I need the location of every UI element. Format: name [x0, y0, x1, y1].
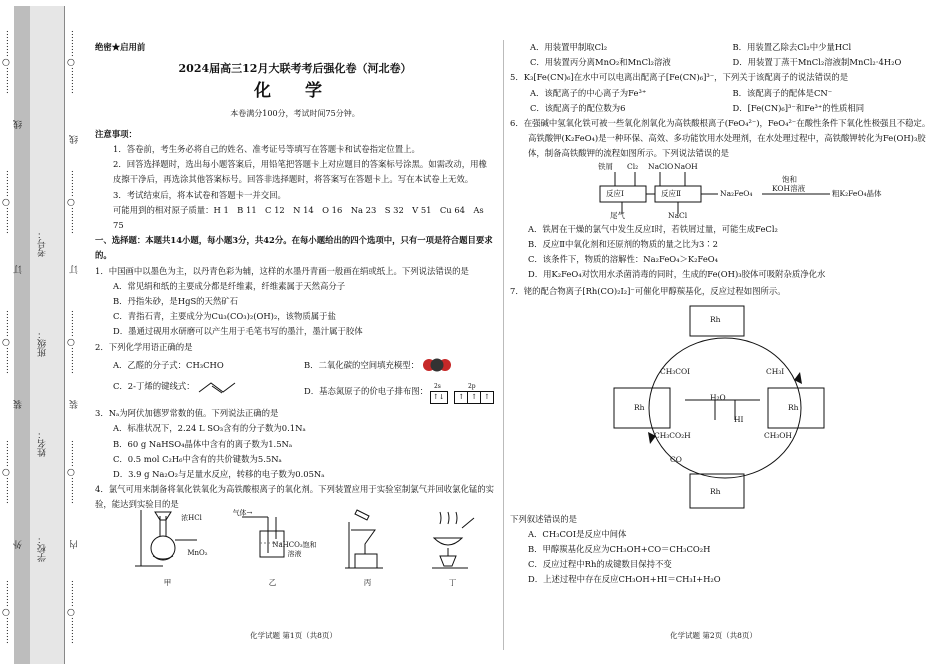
right-page — [510, 40, 935, 588]
option: A．铁屑在干燥的氯气中发生反应Ⅰ时，若铁屑过量，可能生成FeCl₂ — [528, 223, 778, 234]
option: C．0.5 mol C₂H₆中含有的共价键数为5.5Nₐ — [113, 453, 282, 464]
question-4: 4．氯气可用来制备将氧化铁氧化为高铁酸根离子的氧化剂。下列装置应用于实验室制氯气并回收氯化锰的实验，能达到实验目的是 — [95, 484, 494, 510]
binding-inner-marks: ………○……… — [66, 170, 76, 234]
notice-item: 3．考试结束后，将本试卷和答题卡一并交回。 — [113, 189, 286, 200]
exam-title: 2024届高三12月大联考考后强化卷（河北卷） — [178, 62, 412, 76]
question-1: 1．中国画中以墨色为主，以丹青色彩为辅，这样的水墨丹青画一般画在绢或纸上。下列说法错误的是 — [95, 265, 469, 276]
question-6-body: 高铁酸钾(K₂FeO₄)是一种环保、高效、多功能饮用水处理剂，在水处理过程中，高铁酸钾转化为Fe(OH)₃胶体，制备高铁酸钾的流程如图所示。下列说法错误的是 — [528, 133, 926, 159]
binding-field-class: 班级： — [38, 330, 48, 357]
score-line: 本卷满分100分，考试时间75分钟。 — [230, 108, 360, 118]
apparatus-figures — [95, 509, 495, 591]
flow-box-reaction-1: 反应Ⅰ — [606, 188, 624, 198]
cycle-label-co: CO — [670, 454, 682, 464]
notice-heading: 注意事项： — [95, 128, 137, 139]
binding-inner-label: 装 — [70, 400, 80, 409]
option: D．用装置丁蒸干MnCl₂溶液制MnCl₂·4H₂O — [732, 57, 902, 68]
process-flow — [510, 162, 935, 222]
option: D．墨通过砚用水研磨可以产生用于毛笔书写的墨汁，墨汁属于胶体 — [113, 326, 363, 337]
binding-inner-marks: ………○……… — [66, 30, 76, 94]
option: B．甲醇羰基化反应为CH₃OH+CO＝CH₃CO₂H — [528, 544, 711, 555]
left-page — [95, 40, 495, 591]
option: D．用K₂FeO₄对饮用水杀菌消毒的同时，生成的Fe(OH)₃胶体可吸附杂质净化水 — [528, 269, 826, 280]
question-7: 7．铑的配合物离子[Rh(CO)₂I₂]⁻可催化甲醇羰基化，反应过程如图所示。 — [510, 286, 786, 297]
orbital-diagram — [430, 379, 494, 404]
binding-outer-label: 外 — [14, 540, 24, 549]
flow-reagent: Cl₂ — [627, 161, 639, 171]
flow-reagent: 铁屑 — [598, 161, 613, 171]
option-with-skeletal — [113, 379, 304, 404]
apparatus-jia — [133, 506, 208, 591]
figure-label: 丁 — [448, 578, 457, 588]
rh-complex-right: Rh — [788, 402, 799, 412]
orbital-box: ↑ — [454, 391, 468, 404]
option: A．CH₃COI是反应中间体 — [528, 528, 627, 539]
flow-intermediate: Na₂FeO₄ — [720, 188, 753, 198]
option: D．[Fe(CN)₆]³⁻和Fe³⁺的性质相同 — [732, 102, 865, 113]
co2-space-filling-model — [422, 358, 452, 372]
option-with-orbitals — [304, 379, 495, 404]
option: C．该条件下，物质的溶解性：Na₂FeO₄＞K₂FeO₄ — [528, 254, 719, 265]
rh-complex-bottom: Rh — [710, 486, 721, 496]
question-5: 5．K₃[Fe(CN)₆]在水中可以电离出配离子[Fe(CN)₆]³⁻，下列关于该配离子的说法错误的是 — [510, 72, 849, 83]
binding-outer-marks: ………○……… — [1, 440, 11, 504]
catalytic-cycle — [510, 300, 935, 512]
atomic-masses: 可能用到的相对原子质量：H 1 B 11 C 12 N 14 O 16 Na 23 S 32 V 51 Cu 64 As 75 — [113, 204, 484, 231]
binding-band-outer — [14, 6, 30, 664]
right-footer: 化学试题 第2页（共8页） — [670, 631, 757, 640]
question-2: 2．下列化学用语正确的是 — [95, 341, 193, 352]
binding-outer-label: 订 — [14, 265, 24, 274]
binding-field-name: 姓名： — [38, 430, 48, 457]
binding-outer-label: 线 — [14, 120, 24, 129]
apparatus-bing — [343, 508, 393, 590]
figure-label: 甲 — [163, 578, 172, 588]
question-3: 3．Nₐ为阿伏加德罗常数的值。下列说法正确的是 — [95, 408, 279, 419]
flow-reagent-koh: KOH溶液 — [772, 183, 806, 193]
label-nahco3: NaHCO₃饱和溶液 — [272, 541, 317, 559]
orbital-label: 2s — [433, 383, 441, 391]
option: A．标准状况下，2.24 L SO₃含有的分子数为0.1Nₐ — [113, 423, 306, 434]
option: C．该配离子的配位数为6 — [530, 102, 626, 113]
cycle-label-h2o: H₂O — [710, 392, 726, 402]
flow-box-reaction-2: 反应Ⅱ — [661, 188, 682, 198]
option: D．基态氮原子的价电子排布图： — [304, 386, 428, 397]
binding-field-school: 学校： — [38, 535, 48, 562]
apparatus-ding — [428, 508, 478, 590]
flow-output-nacl: NaCl — [668, 210, 688, 220]
option: A．乙醛的分子式：CH₃CHO — [113, 359, 224, 370]
binding-inner-label: 内 — [70, 540, 80, 549]
option: A．该配离子的中心离子为Fe³⁺ — [530, 87, 647, 98]
option: C．反应过程中Rh的成键数目保持不变 — [528, 559, 672, 570]
binding-outer-marks: ………○……… — [1, 580, 11, 644]
figure-label: 乙 — [268, 578, 277, 588]
orbital-box: ↑↓ — [430, 391, 448, 404]
binding-field-exam-number: 考号： — [38, 230, 48, 257]
flow-reagent: NaOH — [674, 161, 698, 171]
cycle-label-ch3i: CH₃I — [766, 366, 785, 376]
option: A．常见绢和纸的主要成分都是纤维素，纤维素属于天然高分子 — [113, 280, 346, 291]
option: A．用装置甲制取Cl₂ — [530, 42, 608, 52]
figure-label: 丙 — [363, 578, 372, 588]
option-with-model — [304, 358, 495, 373]
cycle-label-ch3oh: CH₃OH — [764, 430, 792, 440]
cycle-label-hi: HI — [734, 414, 744, 424]
option-row — [510, 86, 935, 101]
option: B．丹指朱砂，是HgS的天然矿石 — [113, 296, 239, 307]
binding-inner-marks: ………○……… — [66, 440, 76, 504]
cycle-label-ch3co2h: CH₃CO₂H — [654, 430, 691, 440]
binding-inner-marks: ………○……… — [66, 580, 76, 644]
binding-outer-marks: ………○……… — [1, 170, 11, 234]
option-row — [510, 101, 935, 116]
option: C．青指石青，主要成分为Cu₃(CO₃)₂(OH)₂，该物质属于盐 — [113, 311, 336, 322]
orbital-box: ↑ — [481, 391, 494, 404]
notice-item: 1．答卷前，考生务必将自己的姓名、准考证号等填写在答题卡和试卷指定位置上。 — [113, 144, 420, 155]
binding-outer-label: 装 — [14, 400, 24, 409]
apparatus-yi — [232, 509, 317, 591]
binding-inner-marks: ………○……… — [66, 310, 76, 374]
option: D．上述过程中存在反应CH₃OH+HI＝CH₃I+H₂O — [528, 574, 721, 585]
option: B．二氧化碳的空间填充模型： — [304, 359, 420, 370]
binding-strip — [0, 0, 80, 672]
flow-reagent-saturated: 饱和 — [782, 174, 797, 184]
binding-inner-label: 线 — [70, 135, 80, 144]
question-7-tail: 下列叙述错误的是 — [510, 513, 577, 524]
secret-mark: 绝密★启用前 — [95, 42, 146, 52]
option: C．用装置丙分离MnO₂和MnCl₂溶液 — [530, 57, 671, 68]
section-heading: 一、选择题：本题共14小题，每小题3分，共42分。在每小题给出的四个选项中，只有一项是符合题目要求的。 — [95, 235, 493, 261]
option-row — [510, 55, 935, 70]
cycle-label-ch3coi: CH₃COI — [660, 366, 691, 376]
option-row — [95, 379, 495, 404]
left-footer: 化学试题 第1页（共8页） — [250, 631, 337, 640]
orbital-box: ↑ — [468, 391, 481, 404]
option: C．2-丁烯的键线式： — [113, 381, 195, 392]
option: B．60 g NaHSO₄晶体中含有的离子数为1.5Nₐ — [113, 438, 293, 449]
option: D．3.9 g Na₂O₂与足量水反应，转移的电子数为0.05Nₐ — [113, 469, 325, 480]
option-row — [510, 40, 935, 55]
option-row — [95, 358, 495, 373]
page-divider — [503, 40, 504, 650]
option: B．反应Ⅱ中氧化剂和还原剂的物质的量之比为3∶2 — [528, 238, 719, 249]
apparatus-bing-drawing — [343, 508, 393, 570]
binding-outer-marks: ………○……… — [1, 310, 11, 374]
orbital-label: 2p — [467, 383, 476, 391]
flow-output-tail-gas: 尾气 — [610, 210, 625, 220]
apparatus-ding-drawing — [428, 508, 478, 570]
label-gas-in: 气体→ — [232, 509, 253, 518]
2-butene-skeletal-formula — [197, 380, 245, 394]
rh-complex-left: Rh — [634, 402, 645, 412]
question-6: 6．在强碱中氢氧化铁可被一些氧化剂氧化为高铁酸根离子(FeO₄²⁻)，FeO₄²⁻在酸性条件下氧化性极强且不稳定。 — [510, 118, 931, 129]
notice-item: 2．回答选择题时，选出每小题答案后，用铅笔把答题卡上对应题目的答案标号涂黑。如需改动，用橡皮擦干净后，再选涂其他答案标号。回答非选择题时，将答案写在答题卡上。写在本试卷上无效。 — [113, 159, 487, 185]
label-mno2: MnO₂ — [187, 549, 208, 558]
label-conc-hcl: 浓HCl — [181, 514, 202, 523]
cycle-drawing — [510, 300, 935, 512]
binding-outer-marks: ………○……… — [1, 30, 11, 94]
flow-reagent: NaClO — [648, 161, 674, 171]
rh-complex-top: Rh — [710, 314, 721, 324]
option: B．用装置乙除去Cl₂中少量HCl — [732, 42, 852, 52]
subject-title: 化 学 — [254, 81, 336, 102]
flow-product: 粗K₂FeO₄晶体 — [832, 188, 882, 198]
binding-cut-line — [64, 6, 65, 664]
binding-inner-label: 订 — [70, 265, 80, 274]
option: B．该配离子的配体是CN⁻ — [732, 87, 833, 98]
